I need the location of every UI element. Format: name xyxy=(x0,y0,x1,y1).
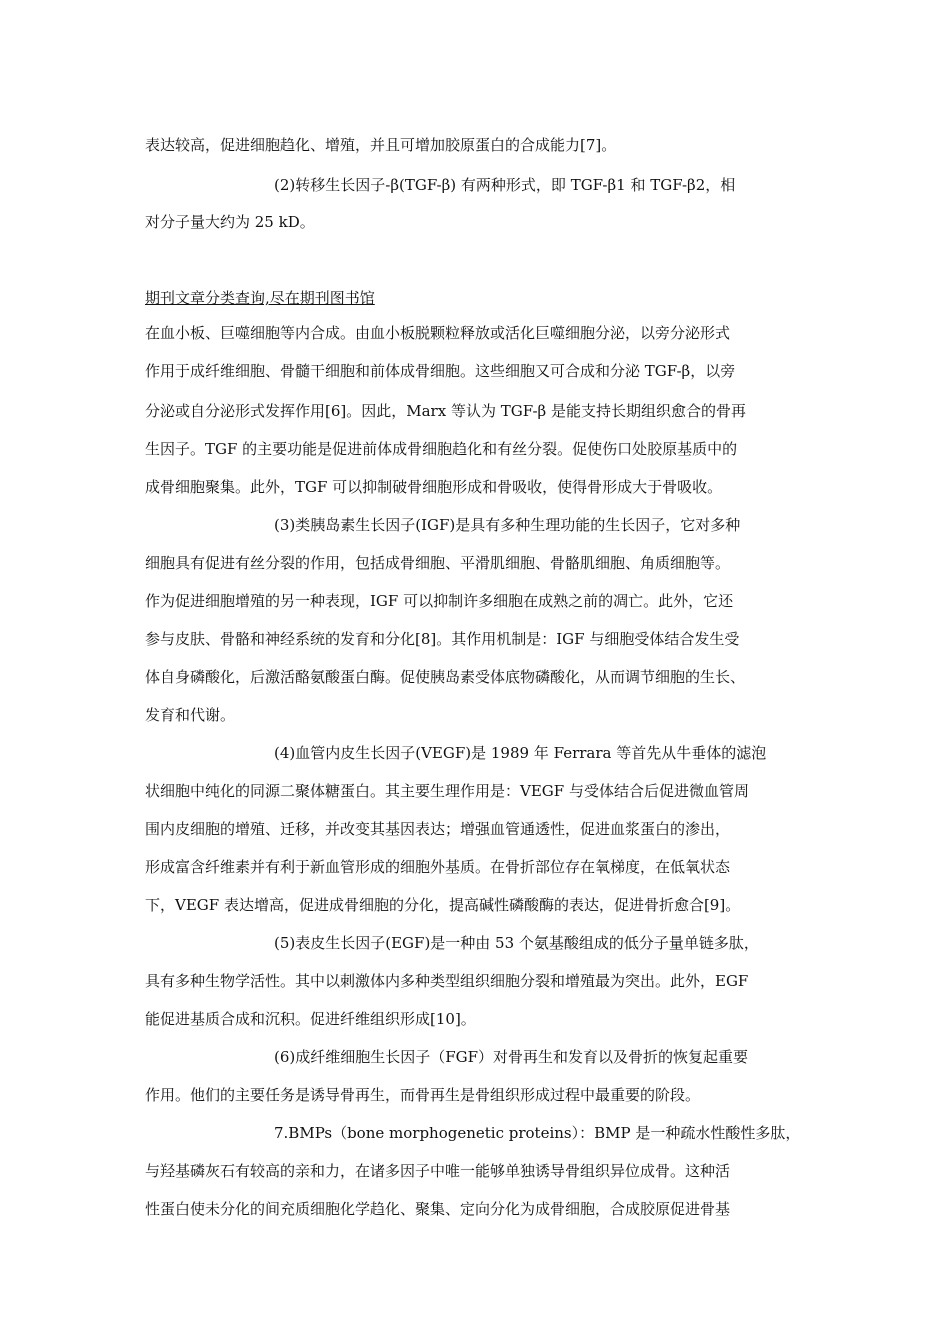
paragraph-line: 作用。他们的主要任务是诱导骨再生，而骨再生是骨组织形成过程中最重要的阶段。 xyxy=(145,1086,701,1104)
paragraph-line: 作用于成纤维细胞、骨髓干细胞和前体成骨细胞。这些细胞又可合成和分泌 TGF-β，以旁 xyxy=(145,362,736,380)
paragraph-line: 具有多种生物学活性。其中以刺激体内多种类型组织细胞分裂和增殖最为突出。此外，EGF xyxy=(145,972,749,990)
paragraph-line: 成骨细胞聚集。此外，TGF 可以抑制破骨细胞形成和骨吸收，使得骨形成大于骨吸收。 xyxy=(145,478,723,496)
paragraph-line: 在血小板、巨噬细胞等内合成。由血小板脱颗粒释放或活化巨噬细胞分泌，以旁分泌形式 xyxy=(145,324,731,342)
paragraph-line: (4)血管内皮生长因子(VEGF)是 1989 年 Ferrara 等首先从牛垂体的滤泡 xyxy=(274,744,767,762)
paragraph-line: 围内皮细胞的增殖、迁移，并改变其基因表达；增强血管通透性，促进血浆蛋白的渗出， xyxy=(145,820,731,838)
paragraph-line: 发育和代谢。 xyxy=(145,706,236,724)
paragraph-line: 性蛋白使未分化的间充质细胞化学趋化、聚集、定向分化为成骨细胞，合成胶原促进骨基 xyxy=(145,1200,731,1218)
paragraph-line: 作为促进细胞增殖的另一种表现，IGF 可以抑制许多细胞在成熟之前的凋亡。此外，它还 xyxy=(145,592,734,610)
paragraph-line: (5)表皮生长因子(EGF)是一种由 53 个氨基酸组成的低分子量单链多肽， xyxy=(274,934,759,952)
paragraph-line: 与羟基磷灰石有较高的亲和力，在诸多因子中唯一能够单独诱导骨组织异位成骨。这种活 xyxy=(145,1162,731,1180)
journal-link[interactable]: 期刊文章分类查询,尽在期刊图书馆 xyxy=(145,289,375,307)
paragraph-line: 体自身磷酸化，后激活酪氨酸蛋白酶。促使胰岛素受体底物磷酸化，从而调节细胞的生长、 xyxy=(145,668,746,686)
paragraph-line: 表达较高，促进细胞趋化、增殖，并且可增加胶原蛋白的合成能力[7]。 xyxy=(145,136,617,154)
paragraph-line: 能促进基质合成和沉积。促进纤维组织形成[10]。 xyxy=(145,1010,476,1028)
paragraph-line: 生因子。TGF 的主要功能是促进前体成骨细胞趋化和有丝分裂。促使伤口处胶原基质中的 xyxy=(145,440,738,458)
paragraph-line: 下，VEGF 表达增高，促进成骨细胞的分化，提高碱性磷酸酶的表达，促进骨折愈合[9]。 xyxy=(145,896,741,914)
paragraph-line: (6)成纤维细胞生长因子（FGF）对骨再生和发育以及骨折的恢复起重要 xyxy=(274,1048,749,1066)
paragraph-line: 形成富含纤维素并有利于新血管形成的细胞外基质。在骨折部位存在氧梯度，在低氧状态 xyxy=(145,858,731,876)
paragraph-line: 7.BMPs（bone morphogenetic proteins）：BMP 是一种疏水性酸性多肽， xyxy=(274,1124,801,1142)
paragraph-line: 状细胞中纯化的同源二聚体糖蛋白。其主要生理作用是：VEGF 与受体结合后促进微血管周 xyxy=(145,782,749,800)
paragraph-line: 参与皮肤、骨骼和神经系统的发育和分化[8]。其作用机制是：IGF 与细胞受体结合发生受 xyxy=(145,630,740,648)
paragraph-line: (3)类胰岛素生长因子(IGF)是具有多种生理功能的生长因子，它对多种 xyxy=(274,516,741,534)
paragraph-line: 细胞具有促进有丝分裂的作用，包括成骨细胞、平滑肌细胞、骨骼肌细胞、角质细胞等。 xyxy=(145,554,731,572)
paragraph-line: 分泌或自分泌形式发挥作用[6]。因此，Marx 等认为 TGF-β 是能支持长期组织愈合的骨再 xyxy=(145,402,746,420)
paragraph-line: (2)转移生长因子-β(TGF-β) 有两种形式，即 TGF-β1 和 TGF-β2，相 xyxy=(274,176,736,194)
paragraph-line: 对分子量大约为 25 kD。 xyxy=(145,213,315,231)
